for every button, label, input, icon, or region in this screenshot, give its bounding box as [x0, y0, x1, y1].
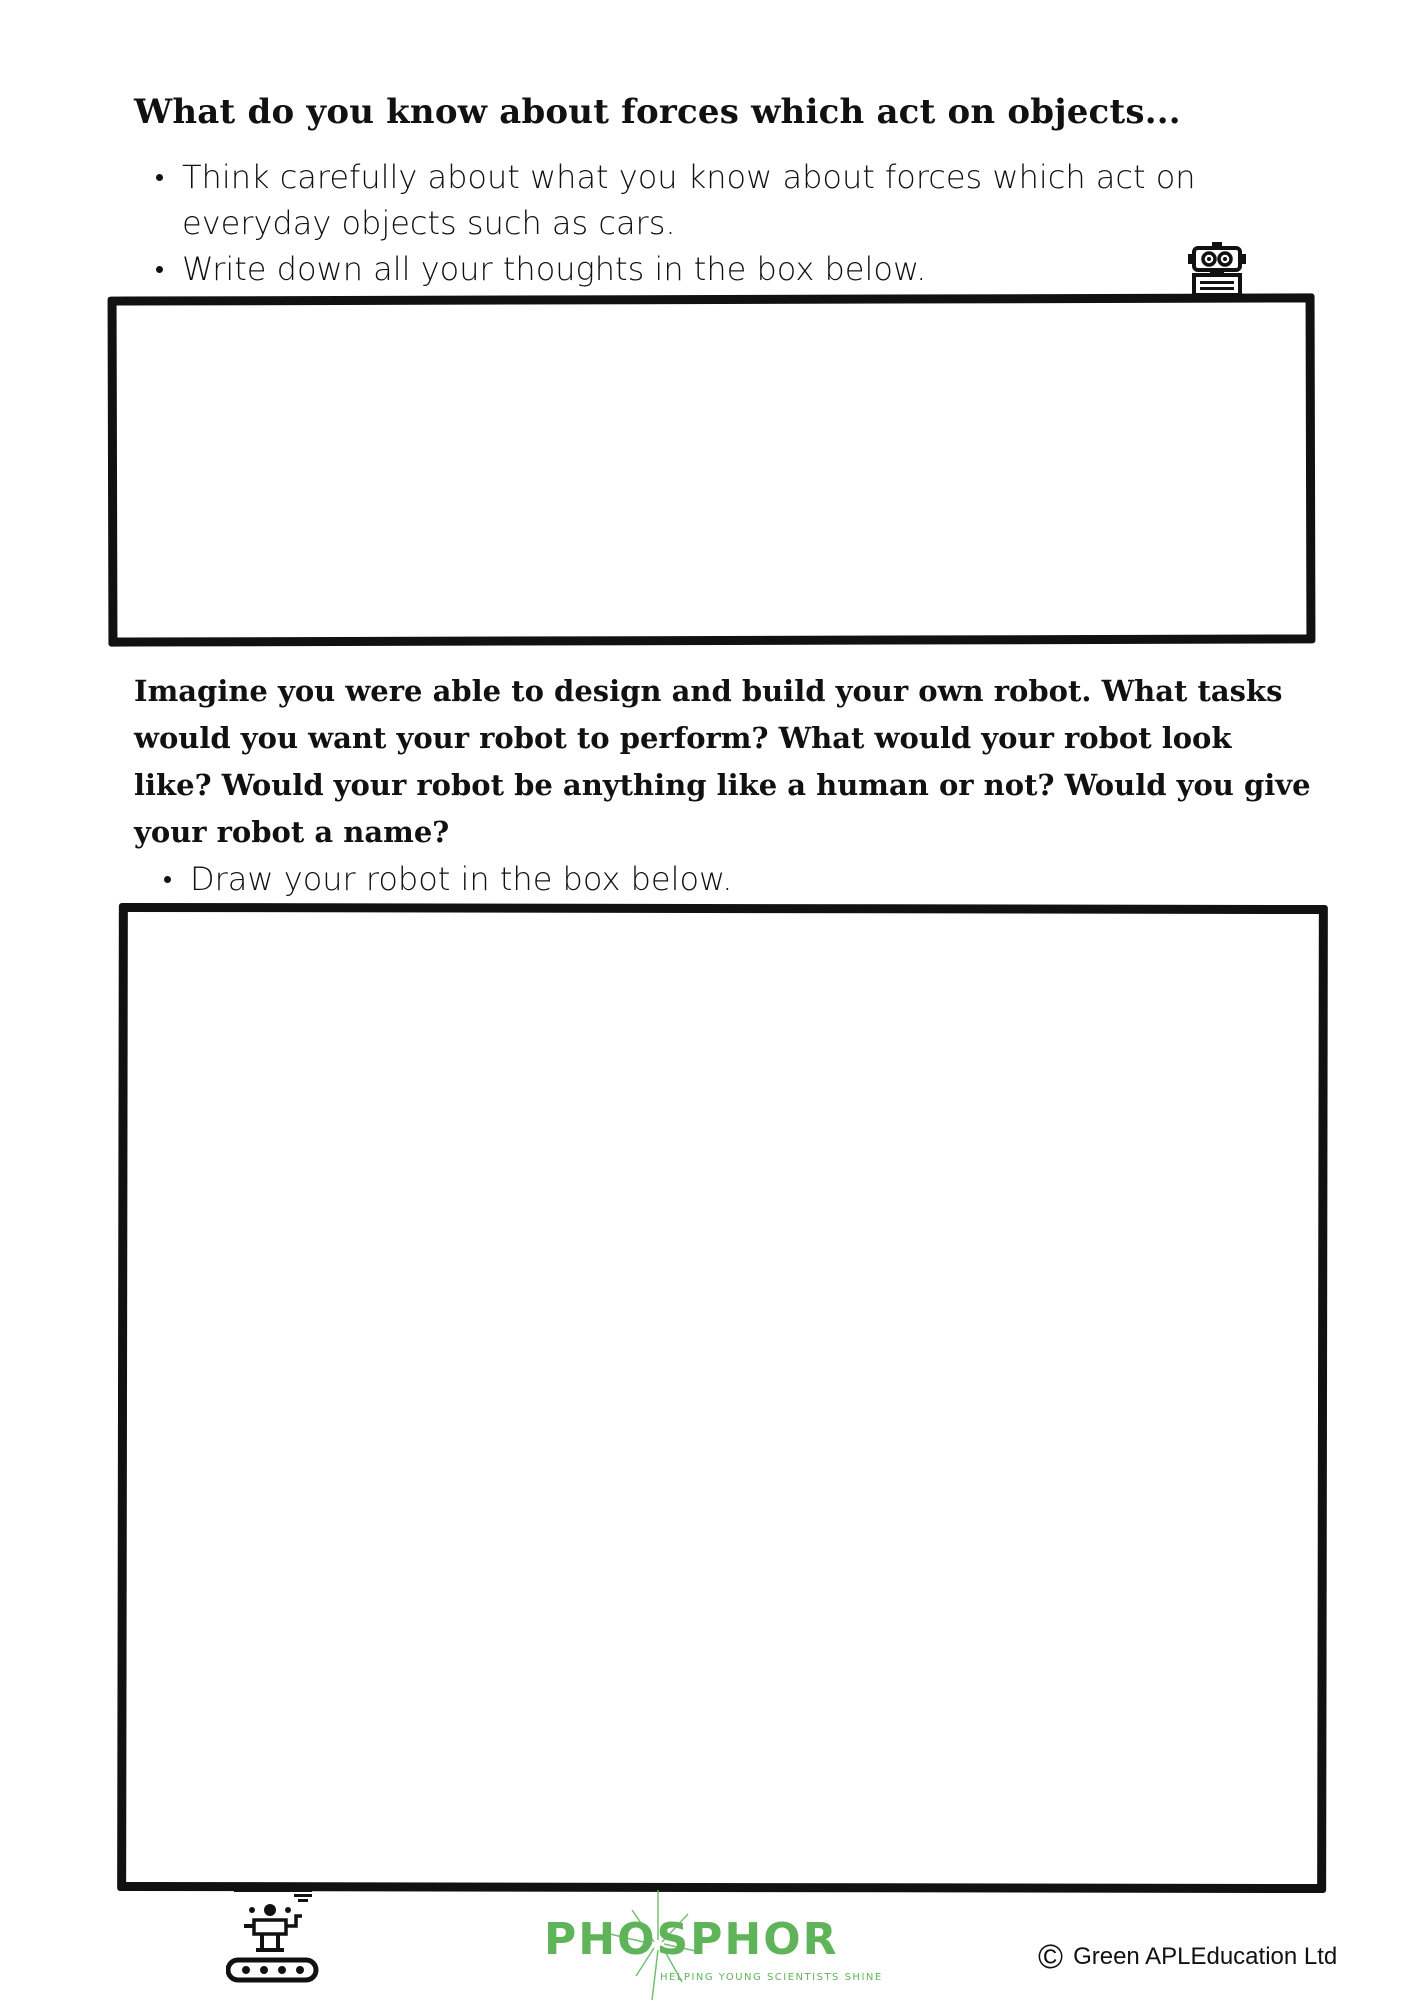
robot-drawing-box[interactable] — [117, 903, 1328, 1893]
thoughts-answer-box[interactable] — [108, 293, 1316, 646]
copyright-notice — [1038, 1940, 1337, 1974]
instruction-item: Write down all your thoughts in the box below. — [182, 246, 1282, 292]
section1-heading: What do you know about forces which act on objects... — [134, 92, 1181, 132]
phosphor-logo — [540, 1890, 883, 2000]
section2-instructions — [142, 856, 1190, 902]
section1-instructions — [134, 154, 1282, 292]
copyright-text: Green APLEducation Ltd — [1073, 1943, 1338, 1970]
logo-wordmark: PHOSPHOR — [544, 1914, 839, 1965]
logo-tagline: HELPING YOUNG SCIENTISTS SHINE — [660, 1972, 883, 1983]
instruction-item: Draw your robot in the box below. — [190, 856, 1190, 902]
robot-conveyor-icon — [226, 1888, 320, 1988]
instruction-item: Think carefully about what you know about forces which act on everyday objects such as cars. — [182, 154, 1282, 246]
section2-prompt: Imagine you were able to design and build your own robot. What tasks would you want your robot to perform? What would your robot look like? Would your robot be anything like a human or not? Would you give your robot a name? — [134, 674, 1311, 849]
copyright-icon: © — [1038, 1938, 1064, 1976]
